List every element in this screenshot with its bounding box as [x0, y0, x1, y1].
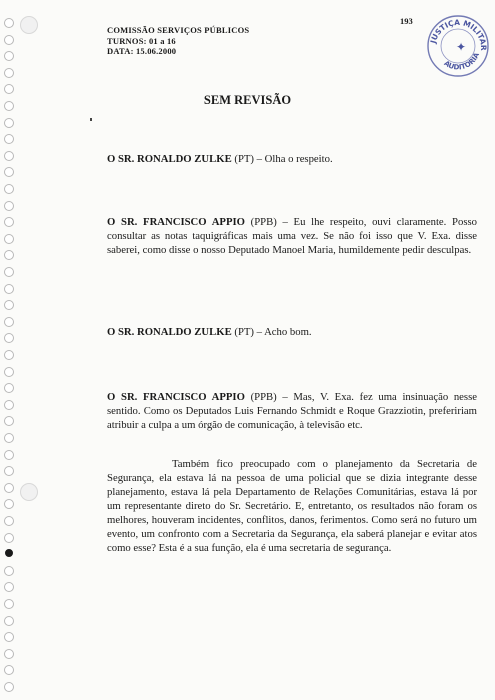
speaker-name: O SR. RONALDO ZULKE [107, 326, 232, 338]
speaker-name: O SR. FRANCISCO APPIO [107, 216, 245, 228]
punch-hole-middle [20, 483, 38, 501]
binder-hole [4, 267, 14, 277]
binder-hole [4, 516, 14, 526]
binder-hole [4, 433, 14, 443]
binder-hole [4, 533, 14, 543]
stray-mark [90, 118, 92, 121]
binder-hole [4, 300, 14, 310]
binder-hole [4, 151, 14, 161]
binder-hole [4, 201, 14, 211]
speech-text: (PPB) – Eu lhe respeito, ouvi claramente. Posso consultar as notas taquigráficas mais uma vez. Se não foi isso que V. Exa. disse saberei, como disse o nosso Deputado Manoel Maria, humildemente pedir desculpas. [107, 216, 477, 256]
document-title: SEM REVISÃO [203, 93, 292, 107]
speech-text: (PPB) – Mas, V. Exa. fez uma insinuação nesse sentido. Como os Deputados Luis Fernando Schmidt e Roque Grazziotin, prefeririam atribuir a culpa a um órgão de comunicação, à televisão etc. [107, 391, 477, 431]
binder-hole [4, 317, 14, 327]
binder-hole [4, 234, 14, 244]
binder-hole [4, 134, 14, 144]
binder-hole [4, 499, 14, 509]
binder-hole [4, 333, 14, 343]
header-commission: COMISSÃO SERVIÇOS PÚBLICOS [107, 25, 250, 35]
speech-zulke-1 [107, 152, 477, 166]
binder-hole [4, 632, 14, 642]
speech-text: (PT) – Olha o respeito. [231, 153, 333, 165]
svg-text:✦: ✦ [456, 40, 467, 54]
binder-hole [4, 118, 14, 128]
speech-appio-1 [107, 215, 477, 257]
binder-hole [4, 68, 14, 78]
binder-hole [4, 400, 14, 410]
svg-text:JUSTIÇA MILITAR: JUSTIÇA MILITAR [428, 17, 489, 51]
binder-hole [4, 616, 14, 626]
binder-hole [4, 649, 14, 659]
binder-hole [4, 350, 14, 360]
binder-hole [4, 250, 14, 260]
binder-hole [4, 167, 14, 177]
document-header [107, 25, 249, 57]
binder-hole [4, 566, 14, 576]
binder-hole [4, 217, 14, 227]
binder-hole [4, 383, 14, 393]
speech-appio-continuation [107, 457, 477, 555]
binder-hole [4, 665, 14, 675]
binder-hole [4, 367, 14, 377]
binder-hole [4, 18, 14, 28]
binder-hole [4, 483, 14, 493]
speech-zulke-2 [107, 325, 477, 339]
binder-hole [4, 284, 14, 294]
svg-text:AUDITORIA: AUDITORIA [442, 51, 482, 72]
binder-hole [4, 416, 14, 426]
punch-hole-top [20, 16, 38, 34]
binder-hole [4, 51, 14, 61]
binder-hole [4, 682, 14, 692]
speech-text: Também fico preocupado com o planejamento da Secretaria de Segurança, ela estava lá na pessoa de uma policial que se dizia integrante desse planejamento, estava lá pela Departamento de Relações Comunitárias, estava lá por um representante direto do Sr. Secretário. E, entretanto, os resultados não foram os melhores, houveram incidentes, conflitos, danos, ferimentos. Como será no futuro um evento, um confronto com a Secretaria da Segurança, ela saberá planejar e evitar atos como esse? Esta é a sua função, ela é uma secretaria de segurança. [107, 458, 477, 554]
header-date: DATA: 15.06.2000 [107, 46, 177, 56]
speech-appio-2 [107, 390, 477, 432]
auditoria-stamp [423, 10, 493, 80]
binder-hole [4, 184, 14, 194]
speech-text: (PT) – Acho bom. [231, 326, 312, 338]
binder-hole [4, 466, 14, 476]
speaker-name: O SR. RONALDO ZULKE [107, 153, 232, 165]
page-number: 193 [400, 16, 413, 26]
speaker-name: O SR. FRANCISCO APPIO [107, 391, 245, 403]
binder-hole [4, 450, 14, 460]
binder-hole [4, 35, 14, 45]
binder-hole [4, 599, 14, 609]
binder-hole [5, 549, 13, 557]
binder-hole [4, 582, 14, 592]
stamp-seal [423, 10, 493, 80]
header-shifts: TURNOS: 01 a 16 [107, 35, 176, 46]
